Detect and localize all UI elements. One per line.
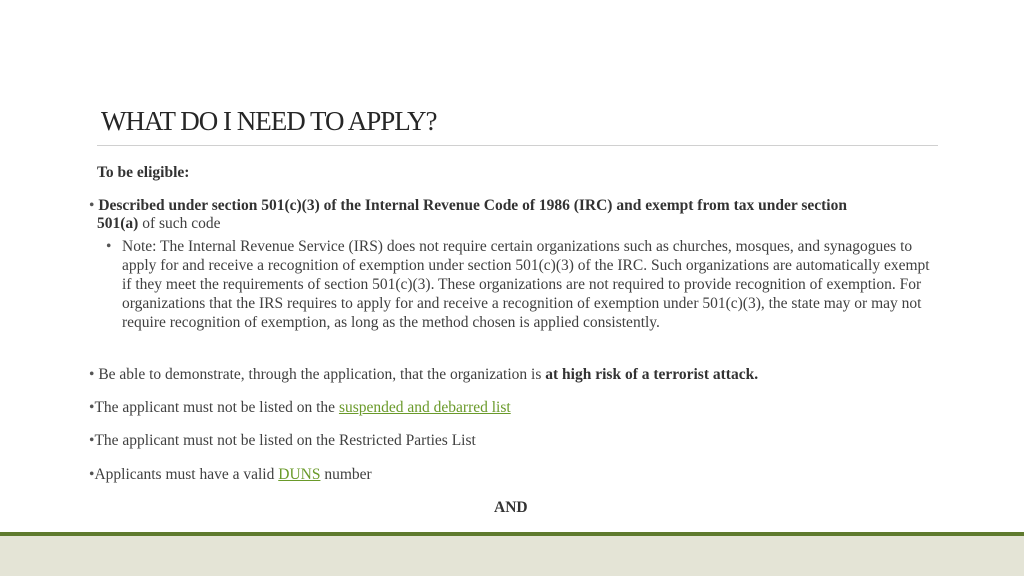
- bullet: •: [89, 197, 95, 214]
- suspended-debarred-link[interactable]: suspended and debarred list: [338, 399, 511, 416]
- item-501c3-bold2: 501(a): [97, 215, 139, 232]
- intro-label: To be eligible:: [97, 164, 190, 181]
- item-duns-text: Applicants must have a valid: [94, 466, 279, 483]
- eligibility-item-501c3: [89, 196, 934, 215]
- eligibility-item-duns: [89, 465, 372, 484]
- item-risk-text: Be able to demonstrate, through the application, that the organization is: [98, 366, 546, 383]
- bullet: •: [89, 366, 95, 383]
- item-501c3-bold: Described under section 501(c)(3) of the Internal Revenue Code of 1986 (IRC) and exempt from tax under section: [98, 197, 847, 214]
- eligibility-item-debarred: [89, 398, 511, 417]
- item-restricted-text: The applicant must not be listed on the Restricted Parties List: [94, 432, 476, 449]
- and-label: AND: [494, 499, 528, 516]
- item-risk-bold: at high risk of a terrorist attack.: [545, 366, 759, 383]
- eligibility-item-risk: [89, 365, 934, 384]
- footer-band: [0, 536, 1024, 576]
- bullet: •: [89, 466, 95, 483]
- eligibility-item-501c3-line2: [97, 214, 221, 233]
- item-debarred-text: The applicant must not be listed on the: [94, 399, 339, 416]
- bullet: •: [89, 399, 95, 416]
- sub-bullet: •: [106, 238, 112, 255]
- bullet: •: [89, 432, 95, 449]
- slide-title: WHAT DO I NEED TO APPLY?: [101, 106, 437, 136]
- eligibility-item-restricted: [89, 431, 476, 450]
- item-duns-text-after: number: [320, 466, 372, 483]
- duns-link[interactable]: DUNS: [278, 466, 321, 483]
- item-501c3-text: of such code: [138, 215, 221, 232]
- irs-note: Note: The Internal Revenue Service (IRS) does not require certain organizations such as churches, mosques, and synagogues to apply for and receive a recognition of exemption under section 501(c)(3) of the IRC. Such organizations are automatically exempt if they meet the requirements of section 501(c)(3). These organizations are not required to provide recognition of exemption. For organizations that the IRS requires to apply for and receive a recognition of exemption under 501(c)(3), the state may or may not require recognition of exemption, as long as the method chosen is applied consistently.: [122, 238, 930, 331]
- title-divider: [97, 145, 938, 146]
